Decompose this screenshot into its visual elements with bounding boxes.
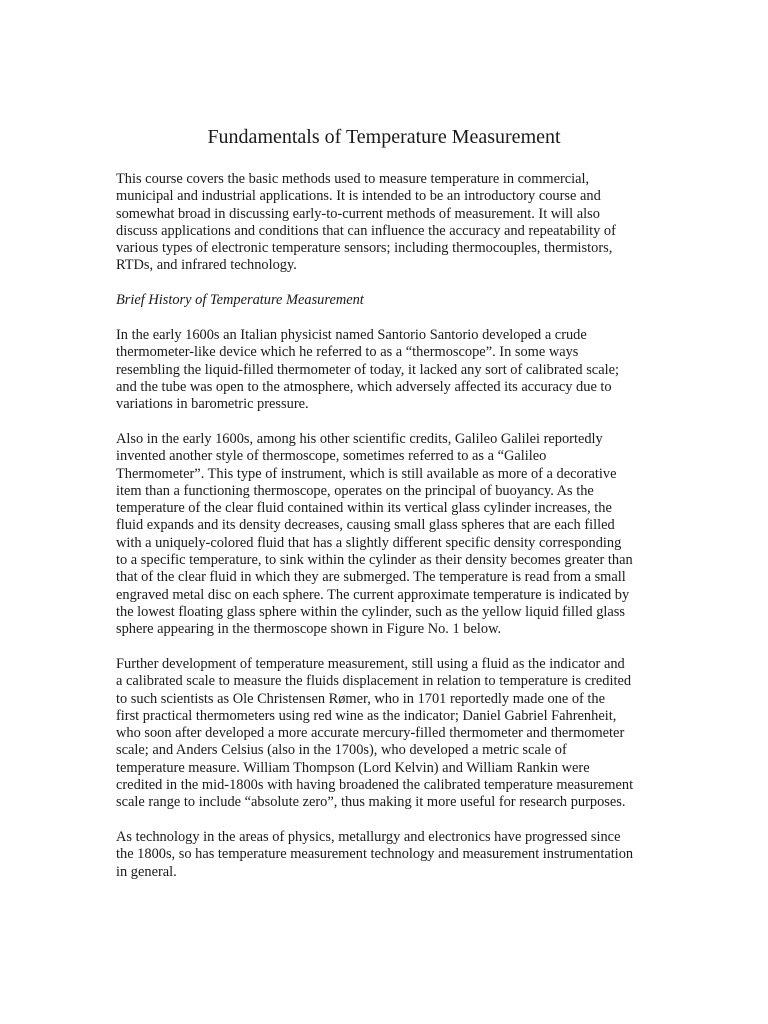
- text-line: resembling the liquid-filled thermometer of today, it lacked any sort of calibrated scale;: [116, 361, 619, 378]
- text-line: variations in barometric pressure.: [116, 396, 309, 413]
- text-line: scale range to include “absolute zero”, thus making it more useful for research purposes.: [116, 794, 626, 811]
- text-line: RTDs, and infrared technology.: [116, 257, 297, 274]
- text-line: temperature of the clear fluid contained within its vertical glass cylinder increases, the: [116, 500, 612, 517]
- history-paragraph-technology: [116, 829, 656, 881]
- text-line: Further development of temperature measurement, still using a fluid as the indicator and: [116, 656, 625, 672]
- text-line: various types of electronic temperature sensors; including thermocouples, thermistors,: [116, 240, 613, 257]
- text-line: This course covers the basic methods used to measure temperature in commercial,: [116, 171, 590, 187]
- history-paragraph-development: [116, 656, 656, 812]
- section-heading: [116, 292, 656, 309]
- history-paragraph-galileo: [116, 431, 656, 639]
- text-line: first practical thermometers using red wine as the indicator; Daniel Gabriel Fahrenheit,: [116, 707, 617, 724]
- text-line: temperature measure. William Thompson (Lord Kelvin) and William Rankin were: [116, 759, 590, 776]
- text-line: that of the clear fluid in which they are submerged. The temperature is read from a small: [116, 569, 626, 586]
- text-line: Also in the early 1600s, among his other scientific credits, Galileo Galilei reportedly: [116, 431, 603, 447]
- text-line: invented another style of thermoscope, sometimes referred to as a “Galileo: [116, 448, 547, 465]
- text-line: in general.: [116, 863, 177, 880]
- text-line: who soon after developed a more accurate mercury-filled thermometer and thermometer: [116, 725, 625, 742]
- section-heading-text: Brief History of Temperature Measurement: [116, 292, 364, 308]
- text-line: somewhat broad in discussing early-to-current methods of measurement. It will also: [116, 205, 600, 222]
- text-line: with a uniquely-colored fluid that has a slightly different specific density corresponding: [116, 534, 622, 551]
- text-line: Thermometer”. This type of instrument, which is still available as more of a decorative: [116, 465, 617, 482]
- text-line: to such scientists as Ole Christensen Rømer, who in 1701 reportedly made one of the: [116, 690, 606, 707]
- text-line: In the early 1600s an Italian physicist named Santorio Santorio developed a crude: [116, 327, 587, 343]
- text-line: thermometer-like device which he referred to as a “thermoscope”. In some ways: [116, 344, 579, 361]
- text-line: credited in the mid-1800s with having broadened the calibrated temperature measurement: [116, 777, 634, 794]
- text-line: item than a functioning thermoscope, operates on the principal of buoyancy. As the: [116, 482, 594, 499]
- intro-paragraph: [116, 171, 656, 275]
- text-line: As technology in the areas of physics, metallurgy and electronics have progressed since: [116, 829, 621, 845]
- text-line: the 1800s, so has temperature measurement technology and measurement instrumentation: [116, 846, 634, 863]
- text-line: engraved metal disc on each sphere. The current approximate temperature is indicated by: [116, 586, 630, 603]
- page-title: Fundamentals of Temperature Measurement: [207, 126, 561, 148]
- text-line: scale; and Anders Celsius (also in the 1700s), who developed a metric scale of: [116, 742, 567, 759]
- history-paragraph-santorio: [116, 327, 656, 413]
- text-line: sphere appearing in the thermoscope shown in Figure No. 1 below.: [116, 621, 502, 638]
- text-line: fluid expands and its density decreases, causing small glass spheres that are each filled: [116, 517, 615, 534]
- text-line: the lowest floating glass sphere within the cylinder, such as the yellow liquid filled glass: [116, 603, 625, 620]
- text-line: a calibrated scale to measure the fluids displacement in relation to temperature is credited: [116, 673, 632, 690]
- text-line: to a specific temperature, to sink within the cylinder as their density becomes greater than: [116, 552, 633, 569]
- text-line: and the tube was open to the atmosphere, which adversely affected its accuracy due to: [116, 378, 612, 395]
- text-line: municipal and industrial applications. It is intended to be an introductory course and: [116, 188, 601, 205]
- text-line: discuss applications and conditions that can influence the accuracy and repeatability of: [116, 222, 616, 239]
